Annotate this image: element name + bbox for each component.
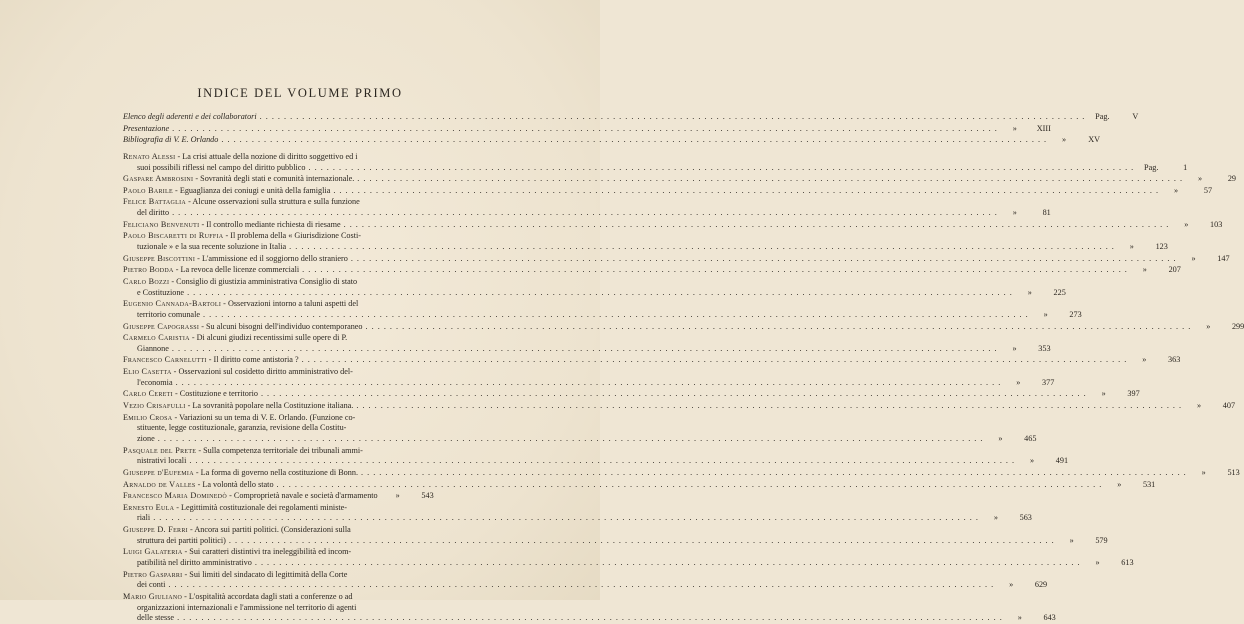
page-prefix: » — [1142, 355, 1147, 365]
dot-leader — [168, 580, 994, 591]
entry-text — [123, 355, 299, 366]
entry-author: Pietro Bodda — [123, 265, 174, 275]
dot-leader — [187, 288, 1013, 299]
dot-leader — [176, 378, 1002, 389]
entry-title-text: - La forma di governo nella costituzione di Bonn. — [193, 467, 359, 477]
front-matter-entry — [123, 123, 1051, 135]
entry-line — [123, 123, 1051, 135]
entry-text — [123, 174, 354, 185]
entry-title-text: - Il controllo mediante richiesta di riesame — [199, 219, 341, 229]
dot-leader — [361, 468, 1187, 479]
toc-entry — [123, 321, 1244, 333]
entry-line — [123, 401, 1236, 412]
toc-entry — [123, 547, 1134, 568]
page-prefix: » — [1027, 287, 1032, 297]
toc-entry — [123, 367, 1055, 388]
entry-line — [123, 423, 427, 434]
entry-line — [123, 135, 1101, 146]
entry-author: Paolo Barile — [123, 185, 173, 195]
entry-text — [137, 603, 356, 614]
entry-line — [123, 112, 1139, 123]
entry-title-text: Elenco degli aderenti e dei collaboratori — [123, 112, 257, 121]
entry-text — [123, 299, 358, 310]
entry-title-text: - Costituzione e territorio — [172, 389, 258, 399]
entry-title-text: - Alcune osservazioni sulla struttura e sulla funzione — [186, 197, 360, 207]
entry-text — [137, 536, 226, 547]
entry-title-text: - La volontà dello stato — [195, 479, 274, 489]
entry-author: Luigi Galateria — [123, 547, 183, 557]
entry-title-text: - L'ospitalità accordata dagli stati a conferenze o ad — [182, 591, 353, 601]
entry-text — [137, 434, 155, 445]
page-prefix: » — [1206, 321, 1211, 331]
toc-entry — [123, 355, 1181, 366]
entry-title-text: - Sovranità degli stati e comunità internazionale. — [193, 174, 355, 184]
page-title: INDICE DEL VOLUME PRIMO — [197, 86, 403, 100]
page-number: 563 — [1019, 513, 1032, 523]
page-number: V — [1132, 112, 1139, 121]
entry-text — [123, 525, 351, 536]
toc-entry — [123, 491, 434, 502]
page-number: 29 — [1227, 174, 1236, 184]
dot-leader — [261, 389, 1087, 400]
front-matter-entry — [123, 135, 1101, 146]
page-prefix: » — [1201, 467, 1206, 477]
entry-line — [123, 152, 427, 163]
entry-line — [123, 333, 427, 344]
toc-entry — [123, 219, 1223, 231]
entry-line — [123, 613, 1056, 624]
toc-entry — [123, 265, 1181, 276]
page-prefix: » — [1017, 613, 1022, 623]
entry-title-text: - La crisi attuale della nozione di diritto soggettivo ed i — [175, 151, 358, 161]
entry-title-text: e Costituzione — [137, 287, 185, 297]
entry-title-text: - L'ammissione ed il soggiorno dello straniero — [195, 253, 348, 263]
page-number: 613 — [1121, 557, 1134, 567]
entry-title-text: - La revoca delle licenze commerciali — [173, 265, 300, 275]
entry-line — [123, 446, 427, 457]
entry-line — [123, 557, 1134, 569]
toc-entry — [123, 401, 1236, 412]
entry-text — [137, 163, 306, 174]
entry-author: Arnaldo de Valles — [123, 479, 196, 489]
toc-entry — [123, 299, 1082, 320]
entry-author: Giuseppe d'Eufemia — [123, 467, 194, 477]
entry-text — [123, 491, 378, 502]
entry-title-text: - Variazioni su un tema di V. E. Orlando. (Funzione co- — [172, 412, 356, 422]
toc-entry — [123, 479, 1156, 491]
entry-text — [123, 265, 299, 276]
toc-entry — [123, 569, 1048, 591]
entry-author: Felice Battaglia — [123, 197, 187, 207]
toc-entry — [123, 276, 1066, 298]
entry-line — [123, 208, 1051, 219]
entry-author: Emilio Crosa — [123, 412, 173, 422]
entry-text — [137, 378, 173, 389]
page-prefix: » — [395, 491, 400, 501]
entry-title-text: struttura dei partiti politici) — [137, 535, 226, 545]
entry-line — [123, 433, 1037, 445]
dot-leader — [260, 112, 1086, 123]
page-number: 531 — [1142, 479, 1156, 489]
entry-text — [123, 480, 274, 491]
table-of-contents — [123, 112, 1244, 624]
entry-line — [123, 570, 427, 581]
dot-leader — [203, 310, 1029, 321]
entry-title-text: - Sui caratteri distintivi tra ineleggibilità ed incom- — [182, 547, 352, 557]
toc-entry — [123, 151, 1188, 173]
page-number: 81 — [1042, 208, 1051, 218]
entry-title-text: - Sui limiti del sindacato di legittimità della Corte — [182, 569, 348, 579]
entry-title-text: - Osservazioni sul cosidetto diritto amministrativo del- — [171, 367, 353, 377]
entry-author: Carlo Bozzi — [123, 276, 170, 286]
entry-author: Giuseppe Capograssi — [123, 321, 200, 331]
entry-text — [137, 613, 174, 624]
entry-text — [123, 503, 347, 514]
toc-entry — [123, 525, 1108, 546]
entry-author: Mario Giuliano — [123, 591, 183, 601]
page-prefix: » — [1197, 401, 1202, 411]
page-prefix: » — [1191, 253, 1196, 263]
entry-text — [137, 456, 186, 467]
dot-leader — [356, 401, 1182, 412]
dot-leader — [189, 456, 1015, 467]
dot-leader — [177, 613, 1003, 624]
front-matter-entry — [123, 112, 1139, 123]
entry-line — [123, 547, 427, 558]
page-number: 353 — [1038, 343, 1051, 353]
entry-author: Francesco Maria Dominedò — [123, 491, 228, 501]
page-prefix: » — [1069, 535, 1074, 545]
entry-line — [123, 253, 1230, 265]
entry-line — [123, 592, 427, 603]
page-number: 225 — [1053, 287, 1066, 297]
entry-author: Pietro Gasparri — [123, 569, 183, 579]
dot-leader — [333, 186, 1159, 197]
page-number: 513 — [1227, 467, 1240, 477]
entry-line — [123, 231, 427, 242]
page-number: 643 — [1043, 613, 1056, 623]
entry-title-text: - Ancora sui partiti politici. (Considerazioni sulla — [187, 525, 351, 535]
entry-author: Paolo Biscaretti di Ruffia — [123, 231, 224, 241]
dot-leader — [172, 344, 998, 355]
entry-line — [123, 479, 1156, 491]
entry-line — [123, 535, 1108, 547]
entry-title-text: - Consiglio di giustizia amministrativa Consiglio di stato — [169, 276, 358, 286]
toc-entry — [123, 412, 1037, 445]
entry-author: Eugenio Cannada-Bartoli — [123, 299, 222, 309]
toc-entry — [123, 389, 1140, 400]
entry-author: Francesco Carnelutti — [123, 355, 207, 365]
entry-text — [123, 112, 257, 123]
entry-text — [123, 254, 348, 265]
entry-text — [123, 413, 355, 424]
entry-author: Renato Alessi — [123, 151, 176, 161]
dot-leader — [172, 208, 998, 219]
entry-title-text: del diritto — [137, 208, 170, 218]
entry-text — [123, 124, 169, 135]
entry-title-text: - Sulla competenza territoriale dei tribunali ammi- — [196, 445, 363, 455]
page-prefix: » — [1012, 208, 1017, 218]
page-prefix: » — [1117, 479, 1122, 489]
entry-text — [123, 197, 360, 208]
page-prefix: Pag. — [1095, 112, 1110, 121]
page-number: XV — [1088, 135, 1101, 145]
dot-leader — [366, 322, 1192, 333]
entry-line — [123, 503, 427, 514]
entry-text — [123, 277, 357, 288]
entry-line — [123, 456, 1069, 467]
entry-text — [123, 389, 258, 400]
page-prefix: » — [1173, 185, 1179, 195]
page-number: 543 — [421, 491, 434, 501]
entry-title-text: Giannone — [137, 343, 169, 353]
page-prefix: » — [1012, 123, 1017, 133]
entry-author: Vezio Crisafulli — [123, 401, 186, 411]
page-prefix: » — [1016, 377, 1021, 387]
page-prefix: » — [1101, 389, 1106, 399]
toc-entry — [123, 185, 1213, 197]
entry-title-text: - Il problema della « Giurisdizione Costi- — [223, 231, 361, 241]
entry-line — [123, 389, 1140, 400]
entry-line — [123, 299, 427, 310]
page-number: 491 — [1055, 456, 1069, 466]
entry-line — [123, 467, 1240, 479]
page-number: 579 — [1095, 535, 1108, 545]
entry-line — [123, 343, 1051, 355]
entry-text — [137, 344, 169, 355]
entry-title-text: - Comproprietà navale e società d'armamento — [227, 491, 378, 501]
dot-leader — [302, 355, 1128, 366]
dot-leader — [309, 163, 1135, 174]
page-prefix: » — [1142, 265, 1147, 275]
entry-text — [123, 547, 351, 558]
entry-title-text: tuzionale » e la sua recente soluzione in Italia — [137, 242, 287, 252]
entry-line — [123, 277, 427, 288]
page-number: 407 — [1222, 401, 1236, 411]
page-number: 1 — [1183, 162, 1188, 172]
page-number: 465 — [1024, 433, 1037, 443]
page-number: XIII — [1036, 123, 1051, 133]
entry-author: Pasquale del Prete — [123, 445, 197, 455]
entry-line — [123, 513, 1032, 524]
page-prefix: » — [1043, 309, 1048, 319]
entry-line — [123, 377, 1055, 389]
page-prefix: » — [998, 433, 1003, 443]
dot-leader — [357, 174, 1183, 185]
entry-title-text: delle stesse — [137, 613, 175, 623]
page-prefix: » — [1095, 557, 1100, 567]
dot-leader — [172, 124, 998, 135]
dot-leader — [351, 254, 1177, 265]
toc-entry — [123, 502, 1032, 524]
entry-line — [123, 174, 1236, 185]
entry-title-text: - Eguaglianza dei coniugi e unità della famiglia — [173, 185, 331, 195]
toc-entry — [123, 231, 1168, 252]
entry-text — [123, 401, 353, 412]
entry-title-text: patibilità nel diritto amministrativo — [137, 557, 252, 567]
entry-title-text: - La sovranità popolare nella Costituzione italiana. — [185, 401, 354, 411]
dot-leader — [153, 513, 979, 524]
entry-line — [123, 413, 427, 424]
dot-leader — [158, 434, 984, 445]
entry-title-text: l'economia — [137, 377, 173, 387]
entry-text — [123, 135, 218, 146]
page-prefix: » — [1062, 135, 1067, 145]
entry-text — [123, 570, 347, 581]
entry-author: Ernesto Eula — [123, 502, 175, 512]
entry-title-text: - Il diritto come antistoria ? — [206, 355, 299, 365]
dot-leader — [229, 536, 1055, 547]
entry-author: Giuseppe Biscottini — [123, 253, 196, 263]
page-prefix: » — [1197, 174, 1203, 184]
toc-entry — [123, 174, 1236, 185]
section-gap — [123, 146, 427, 151]
entry-text — [137, 558, 252, 569]
entry-line — [123, 355, 1181, 366]
entry-line — [123, 197, 427, 208]
entry-text — [137, 208, 169, 219]
entry-line — [123, 162, 1188, 174]
entry-line — [123, 525, 427, 536]
entry-text — [123, 152, 358, 163]
toc-entry — [123, 333, 1051, 354]
entry-line — [123, 603, 427, 614]
dot-leader — [302, 265, 1128, 276]
entry-text — [137, 242, 286, 253]
entry-text — [123, 333, 347, 344]
entry-text — [137, 288, 184, 299]
page-number: 123 — [1155, 242, 1168, 252]
entry-text — [137, 513, 150, 524]
entry-title-text: nistrativi locali — [137, 456, 187, 466]
entry-text — [123, 468, 358, 479]
entry-title-text: stituente, legge costituzionale, garanzia, revisione della Costitu- — [137, 423, 347, 433]
page-number: 207 — [1168, 265, 1181, 275]
entry-title-text: Bibliografia di V. E. Orlando — [123, 135, 219, 145]
entry-author: Elio Casetta — [123, 367, 172, 377]
page-prefix: » — [1012, 343, 1017, 353]
entry-text — [123, 220, 341, 231]
page-number: 299 — [1231, 321, 1244, 331]
entry-line — [123, 580, 1048, 591]
entry-line — [123, 265, 1181, 276]
entry-line — [123, 367, 427, 378]
entry-title-text: organizzazioni internazionali e l'ammissione nel territorio di agenti — [137, 602, 357, 612]
page-number: 273 — [1069, 309, 1082, 319]
page-prefix: » — [993, 513, 998, 523]
entry-title-text: zione — [137, 433, 155, 443]
dot-leader — [344, 220, 1170, 231]
page-prefix: » — [1030, 456, 1035, 466]
entry-author: Giuseppe D. Ferri — [123, 525, 188, 535]
entry-title-text: - Osservazioni intorno a taluni aspetti del — [221, 299, 359, 309]
entry-text — [137, 423, 346, 434]
toc-entry — [123, 591, 1056, 624]
entry-line — [123, 491, 434, 502]
entry-text — [137, 580, 165, 591]
entry-text — [123, 592, 352, 603]
entry-title-text: - Legittimità costituzionale dei regolamenti ministe- — [174, 502, 348, 512]
entry-text — [123, 446, 363, 457]
entry-title-text: riali — [137, 513, 151, 523]
entry-text — [137, 310, 200, 321]
entry-line — [123, 185, 1213, 197]
entry-line — [123, 242, 1168, 253]
entry-text — [123, 186, 330, 197]
entry-line — [123, 219, 1223, 231]
toc-entry — [123, 253, 1230, 265]
entry-line — [123, 309, 1082, 321]
toc-entry — [123, 467, 1240, 479]
entry-author: Gaspare Ambrosini — [123, 174, 194, 184]
entry-title-text: territorio comunale — [137, 309, 200, 319]
entry-line — [123, 287, 1066, 299]
page-number: 103 — [1210, 219, 1223, 229]
entry-text — [123, 322, 363, 333]
dot-leader — [255, 558, 1081, 569]
entry-author: Carmelo Caristia — [123, 333, 190, 343]
entry-title-text: - Di alcuni giudizi recentissimi sulle opere di P. — [189, 333, 348, 343]
entry-author: Feliciano Benvenuti — [123, 219, 200, 229]
page-number: 363 — [1168, 355, 1181, 365]
page-prefix: Pag. — [1144, 162, 1159, 172]
page-number: 147 — [1217, 253, 1230, 263]
dot-leader — [289, 242, 1115, 253]
dot-leader — [277, 480, 1103, 491]
entry-title-text: - Su alcuni bisogni dell'individuo contemporaneo — [199, 321, 363, 331]
entry-title-text: Presentazione — [123, 123, 170, 133]
entry-title-text: suoi possibili riflessi nel campo del diritto pubblico — [137, 162, 306, 172]
entry-text — [123, 231, 361, 242]
entry-title-text: dei conti — [137, 580, 166, 590]
entry-line — [123, 321, 1244, 333]
page-prefix: » — [1184, 219, 1189, 229]
page-number: 377 — [1042, 377, 1055, 387]
page-number: 397 — [1127, 389, 1140, 399]
dot-leader — [221, 135, 1047, 146]
page-number: 629 — [1034, 580, 1048, 590]
entry-author: Carlo Cereti — [123, 389, 173, 399]
toc-entry — [123, 197, 1051, 218]
page-number: 57 — [1203, 185, 1213, 195]
page-prefix: » — [1129, 242, 1134, 252]
entry-text — [123, 367, 353, 378]
toc-entry — [123, 445, 1069, 467]
page-prefix: » — [1009, 580, 1014, 590]
